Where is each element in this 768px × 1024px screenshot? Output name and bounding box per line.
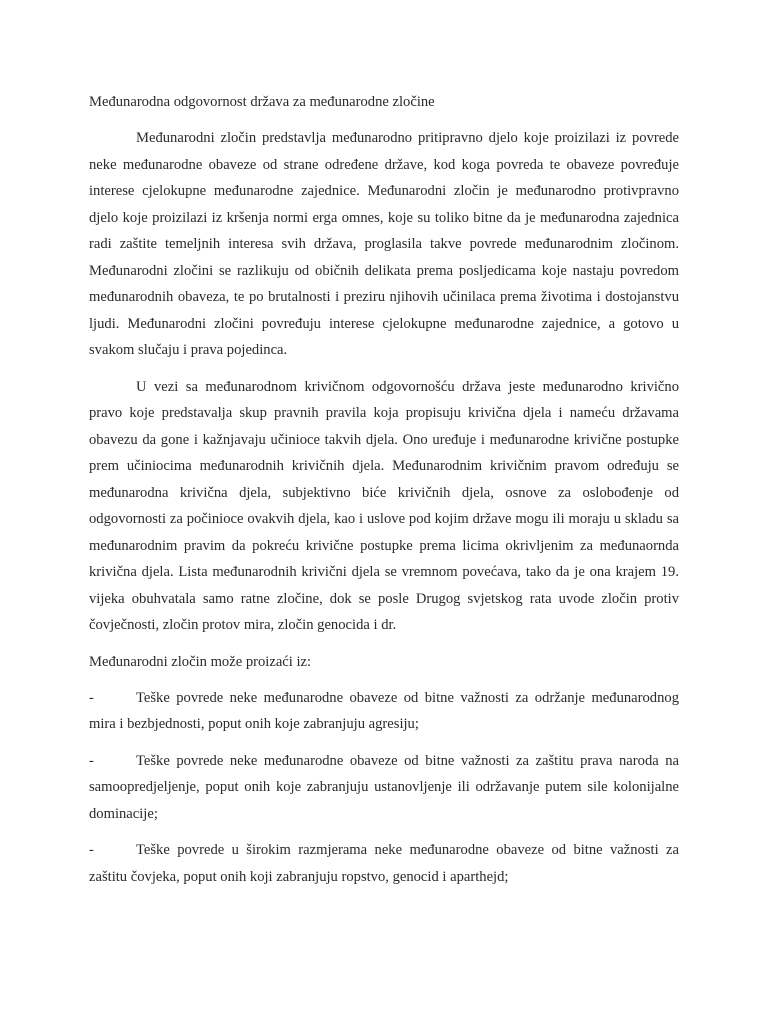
list-item	[89, 685, 679, 738]
list-item	[89, 748, 679, 828]
list-item-text: Teške povrede neke međunarodne obaveze od bitne važnosti za održanje međunarodnog mira i bezbjednosti, poput onih koje zabranjuju agresiju;	[89, 689, 679, 732]
list-marker: -	[89, 689, 94, 706]
document-page	[89, 89, 679, 900]
list-item-text: Teške povrede u širokim razmjerama neke međunarodne obaveze od bitne važnosti za zaštitu čovjeka, poput onih koji zabranjuju ropstvo, genocid i aparthejd;	[89, 842, 679, 885]
list-marker: -	[89, 752, 94, 769]
paragraph-2: U vezi sa međunarodnom krivičnom odgovornošću država jeste međunarodno krivično pravo koje predstavalja skup pravnih pravila koja propisuju krivična djela i nameću državama obavezu da gone i kažnjavaju učinioce takvih djela. Ono uređuje i međunarodne krivične postupke prem učiniocima međunarodnih krivičnih djela. Međunarodnim krivičnim pravom određuju se međunarodna krivična djela, subjektivno biće krivičnih djela, osnove za oslobođenje od odgovornosti za počinioce ovakvih djela, kao i uslove pod kojim države mogu ili moraju u skladu sa međunarodnim pravim da pokreću krivične postupke prema licima okrivljenim za međunaornda krivična djela. Lista međunarodnih krivični djela se vremnom povećava, tako da je ona krajem 19. vijeka obuhvatala samo ratne zločine, dok se posle Drugog svjetskog rata uvode zločin protiv čovječnosti, zločin protov mira, zločin genocida i dr.	[89, 378, 679, 633]
paragraph-1: Međunarodni zločin predstavlja međunarodno pritipravno djelo koje proizilazi iz povrede neke međunarodne obaveze od strane određene države, kod koga povreda te obaveze povređuje interese cjelokupne međunarodne zajednice. Međunarodni zločin je međunarodno protivpravno djelo koje proizilazi iz kršenja normi erga omnes, koje su toliko bitne da je međunarodna zajednica radi zaštite temeljnih interesa svih država, proglasila takve povrede međunarodnim zločinom. Međunarodni zločini se razlikuju od običnih delikata prema posljedicama koje nastaju povredom međunarodnih obaveza, te po brutalnosti i preziru njihovih učinilaca prema životima i dostojanstvu ljudi. Međunarodni zločini povređuju interese cjelokupne međunarodne zajednice, a gotovo u svakom slučaju i prava pojedinca.	[89, 130, 679, 358]
list-marker: -	[89, 842, 94, 858]
list-intro: Međunarodni zločin može proizaći iz:	[89, 653, 312, 670]
list-item-text: Teške povrede neke međunarodne obaveze od bitne važnosti za zaštitu prava naroda na samoopredjeljenje, poput onih koje zabranjuju ustanovljenje ili održavanje putem sile kolonijalne dominacije;	[89, 752, 679, 822]
document-title: Međunarodna odgovornost država za međunarodne zločine	[89, 94, 435, 110]
list-item	[89, 837, 679, 890]
